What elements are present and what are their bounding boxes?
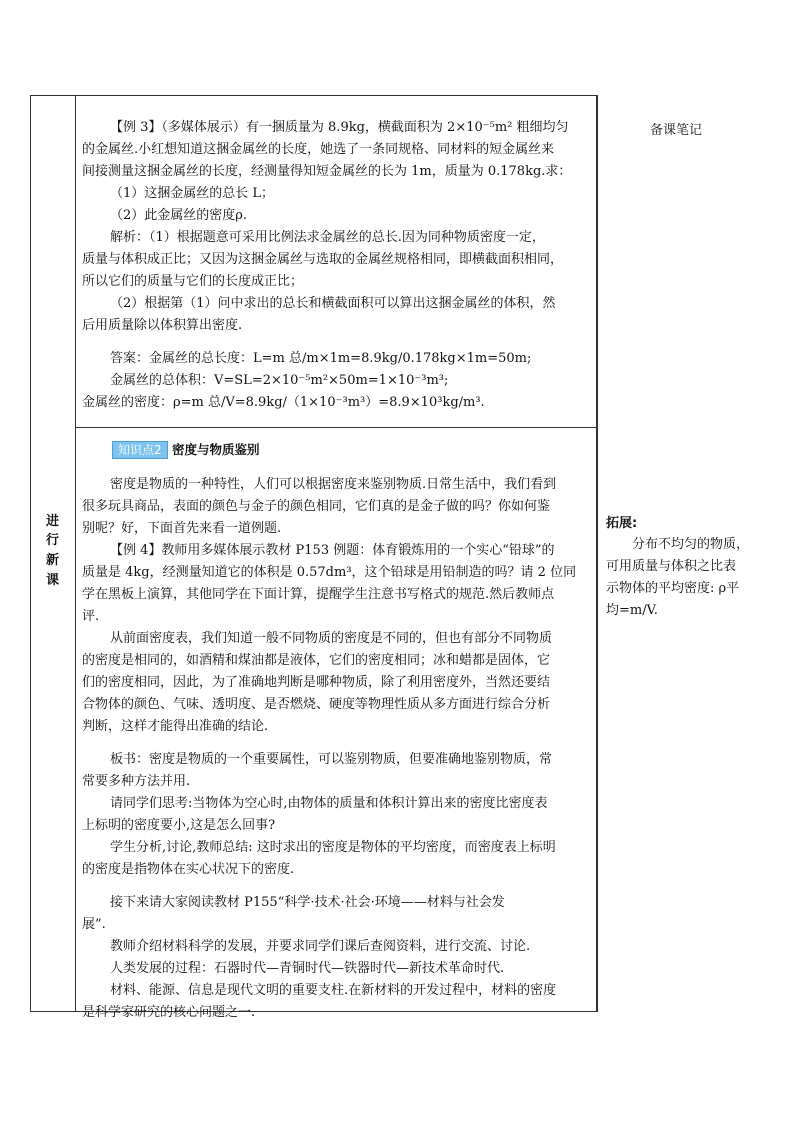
s2-line-15: 请同学们思考:当物体为空心时,由物体的质量和体积计算出来的密度比密度表 — [110, 796, 548, 811]
side-label-2: 行 — [46, 533, 60, 548]
ex3-line-7: 质量与体积成正比；又因为这捆金属丝与选取的金属丝规格相同，即横截面积相同， — [82, 252, 564, 267]
extension-line-1: 分布不均匀的物质， — [632, 537, 750, 552]
s2-line-18: 的密度是指物体在实心状况下的密度. — [82, 862, 295, 877]
extension-line-3: 示物体的平均密度: ρ平 — [606, 581, 740, 596]
s2-line-12: 判断，这样才能得出准确的结论. — [82, 719, 269, 734]
ex3-line-4: （1）这捆金属丝的总长 L； — [110, 186, 275, 201]
s2-line-17: 学生分析,讨论,教师总结: 这时求出的密度是物体的平均密度，而密度表上标明 — [110, 840, 556, 855]
s2-line-8: 从前面密度表，我们知道一般不同物质的密度是不同的，但也有部分不同物质 — [110, 631, 553, 646]
ex3-line-2: 的金属丝.小红想知道这捆金属丝的长度，她选了一条同规格、同材料的短金属丝来 — [82, 142, 555, 157]
s2-line-3: 别呢？好，下面首先来看一道例题. — [82, 521, 282, 536]
side-label-4: 课 — [46, 573, 60, 588]
ex3-line-9: （2）根据第（1）问中求出的总长和横截面积可以算出这捆金属丝的体积，然 — [110, 296, 556, 311]
ex3-line-12: 金属丝的总体积：V=SL=2×10⁻⁵m²×50m=1×10⁻³m³; — [110, 373, 449, 388]
s2-line-24: 是科学家研究的核心问题之一. — [82, 1005, 256, 1020]
s2-line-19: 接下来请大家阅读教材 P155“科学·技术·社会·环境——材料与社会发 — [110, 895, 505, 910]
s2-line-7: 评. — [82, 609, 100, 624]
ex3-line-3: 间接测量这捆金属丝的长度，经测量得知短金属丝的长为 1m，质量为 0.178kg.求： — [82, 164, 572, 179]
extension-title: 拓展: — [606, 516, 638, 531]
s2-line-11: 合物体的颜色、气味、透明度、是否燃烧、硬度等物理性质从多方面进行综合分析 — [82, 697, 551, 712]
side-label-1: 进 — [46, 514, 60, 529]
s2-line-22: 人类发展的过程：石器时代—青铜时代—铁器时代—新技术革命时代. — [110, 961, 505, 976]
section-title: 密度与物质鉴别 — [172, 442, 260, 457]
ex3-line-10: 后用质量除以体积算出密度. — [82, 318, 243, 333]
s2-line-13: 板书：密度是物质的一个重要属性，可以鉴别物质，但要准确地鉴别物质，常 — [110, 752, 553, 767]
ex3-line-5: （2）此金属丝的密度ρ. — [110, 208, 248, 223]
knowledge-point-badge: 知识点2 — [112, 441, 168, 459]
s2-line-5: 质量是 4kg，经测量知道它的体积是 0.57dm³，这个铅球是用铅制造的吗？请 2 位同 — [82, 565, 577, 580]
label-column-divider — [75, 95, 76, 1012]
s2-line-16: 上标明的密度要小,这是怎么回事? — [82, 818, 276, 833]
extension-line-2: 可用质量与体积之比表 — [606, 559, 737, 574]
extension-line-4: 均=m/V. — [606, 603, 658, 618]
s2-line-9: 的密度是相同的，如酒精和煤油都是液体，它们的密度相同；冰和蜡都是固体，它 — [82, 653, 551, 668]
row-divider — [75, 427, 597, 428]
s2-line-20: 展”. — [82, 917, 106, 932]
s2-line-1: 密度是物质的一种特性，人们可以根据密度来鉴别物质.日常生活中，我们看到 — [110, 477, 557, 492]
ex3-line-13: 金属丝的密度：ρ=m 总/V=8.9kg/（1×10⁻³m³）=8.9×10³kg/m³. — [82, 395, 485, 410]
s2-line-23: 材料、能源、信息是现代文明的重要支柱.在新材料的开发过程中，材料的密度 — [110, 983, 557, 998]
side-label-3: 新 — [46, 553, 60, 568]
s2-line-10: 们的密度相同，因此，为了准确地判断是哪种物质，除了利用密度外，当然还要结 — [82, 675, 551, 690]
s2-line-21: 教师介绍材料科学的发展，并要求同学们课后查阅资料，进行交流、讨论. — [110, 939, 531, 954]
s2-line-14: 常要多种方法并用. — [82, 774, 191, 789]
ex3-line-6: 解析：（1）根据题意可采用比例法求金属丝的总长.因为同种物质密度一定， — [110, 230, 545, 245]
ex3-line-8: 所以它们的质量与它们的长度成正比； — [82, 274, 304, 289]
ex3-line-1: 【例 3】（多媒体展示）有一捆质量为 8.9kg，横截面积为 2×10⁻⁵m² 粗细均匀 — [110, 120, 569, 135]
extension-text — [606, 534, 758, 622]
s2-line-2: 很多玩具商品，表面的颜色与金子的颜色相同，它们真的是金子做的吗？你如何鉴 — [82, 499, 551, 514]
s2-line-6: 学在黑板上演算，其他同学在下面计算，提醒学生注意书写格式的规范.然后教师点 — [82, 587, 555, 602]
notes-header: 备课笔记 — [650, 123, 703, 138]
content-column-divider — [596, 95, 597, 1012]
ex3-line-11: 答案：金属丝的总长度：L=m 总/m×1m=8.9kg/0.178kg×1m=50m; — [110, 351, 532, 366]
s2-line-4: 【例 4】教师用多媒体展示教材 P153 例题：体育锻炼用的一个实心“铅球”的 — [110, 543, 555, 558]
